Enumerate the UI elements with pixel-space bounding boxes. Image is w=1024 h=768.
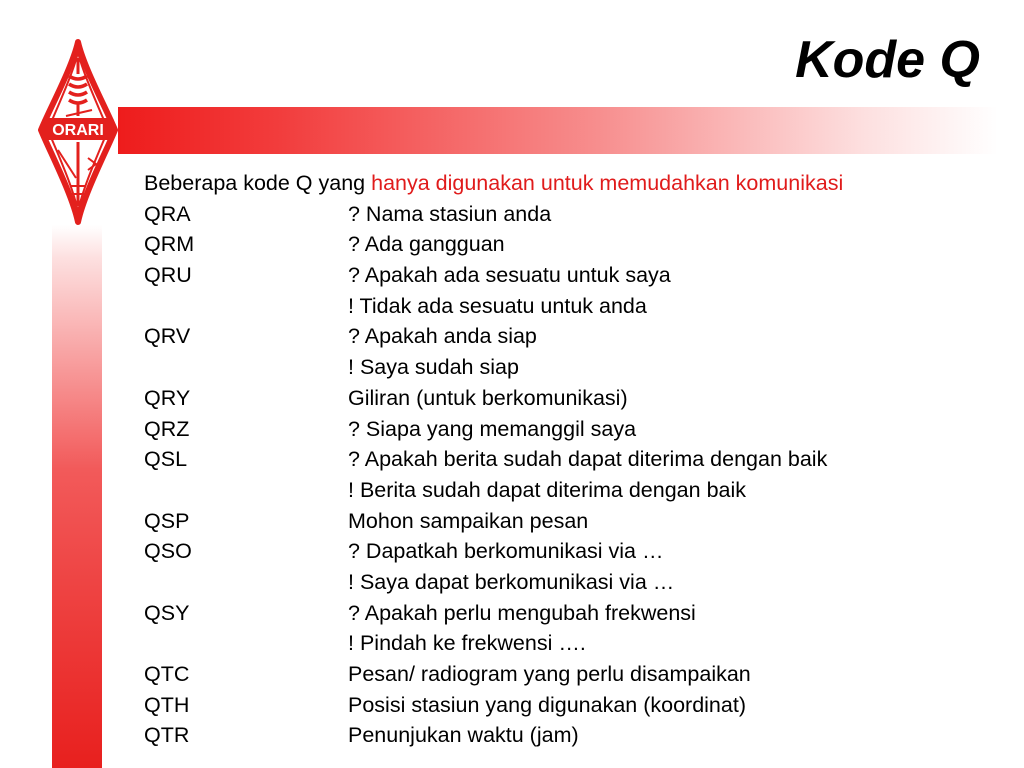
q-code: QRV xyxy=(144,324,191,349)
q-code-meaning: Pesan/ radiogram yang perlu disampaikan xyxy=(348,662,751,686)
q-code-row xyxy=(144,321,1004,352)
q-code-row xyxy=(144,720,1004,751)
q-code-meaning: ? Dapatkah berkomunikasi via … xyxy=(348,539,664,564)
q-code-meaning: Penunjukan waktu (jam) xyxy=(348,723,579,748)
q-code-meaning: ! Saya dapat berkomunikasi via … xyxy=(348,569,675,594)
q-code-row xyxy=(144,383,1004,414)
q-code xyxy=(144,352,348,383)
q-code-row xyxy=(144,260,1004,291)
q-code-meaning: ! Berita sudah dapat diterima dengan baik xyxy=(348,477,747,502)
q-code-meaning: ! Tidak ada sesuatu untuk anda xyxy=(348,293,647,318)
q-code-meaning: ! Pindah ke frekwensi …. xyxy=(348,631,586,656)
q-code-meaning: ? Siapa yang memanggil saya xyxy=(348,416,637,441)
q-code-meaning: ! Saya sudah siap xyxy=(348,355,519,380)
intro-text: Beberapa kode Q yang xyxy=(144,171,372,195)
q-code-row xyxy=(144,690,1004,721)
q-code: QRA xyxy=(144,201,191,226)
q-code: QSP xyxy=(144,508,190,533)
q-code-row xyxy=(144,628,1004,659)
q-code: QRZ xyxy=(144,416,190,441)
intro-highlight: hanya digunakan untuk memudahkan komunikasi xyxy=(371,171,844,195)
q-code-meaning: ? Apakah berita sudah dapat diterima dengan baik xyxy=(348,447,828,472)
q-code-meaning: ? Apakah perlu mengubah frekwensi xyxy=(348,600,696,625)
q-code-row xyxy=(144,475,1004,506)
q-code-meaning: ? Apakah anda siap xyxy=(348,324,537,349)
slide-title: Kode Q xyxy=(795,31,980,89)
q-code: QRY xyxy=(144,385,191,410)
intro-line xyxy=(144,168,1004,199)
q-code-meaning: Giliran (untuk berkomunikasi) xyxy=(348,385,628,410)
q-code-row xyxy=(144,352,1004,383)
q-code: QTR xyxy=(144,723,190,748)
q-code: QSL xyxy=(144,447,188,472)
q-code-meaning: Posisi stasiun yang digunakan (koordinat) xyxy=(348,692,746,717)
q-code-row xyxy=(144,567,1004,598)
q-code-meaning: ? Apakah ada sesuatu untuk saya xyxy=(348,263,671,288)
left-gradient-stripe xyxy=(52,225,102,768)
q-code-meaning: ? Ada gangguan xyxy=(348,232,505,257)
q-code: QTC xyxy=(144,662,190,686)
q-code: QTH xyxy=(144,692,190,717)
q-code-meaning: ? Nama stasiun anda xyxy=(348,201,552,226)
q-code-row xyxy=(144,659,1004,690)
q-code-meaning: Mohon sampaikan pesan xyxy=(348,508,589,533)
q-code-row xyxy=(144,229,1004,260)
q-code: QSO xyxy=(144,539,192,564)
q-code-row xyxy=(144,199,1004,230)
q-code xyxy=(144,475,348,506)
q-code-row xyxy=(144,444,1004,475)
content-body xyxy=(144,168,1004,751)
q-code xyxy=(144,628,348,659)
q-code-row xyxy=(144,506,1004,537)
q-code: QSY xyxy=(144,600,190,625)
q-code-row xyxy=(144,598,1004,629)
q-code xyxy=(144,567,348,598)
q-code-row xyxy=(144,536,1004,567)
q-code xyxy=(144,291,348,322)
title-gradient-bar xyxy=(118,107,998,154)
q-code: QRM xyxy=(144,232,195,257)
logo-text: ORARI xyxy=(52,122,104,139)
q-code-row xyxy=(144,291,1004,322)
q-code-row xyxy=(144,414,1004,445)
q-code: QRU xyxy=(144,263,192,288)
orari-logo xyxy=(36,38,120,226)
